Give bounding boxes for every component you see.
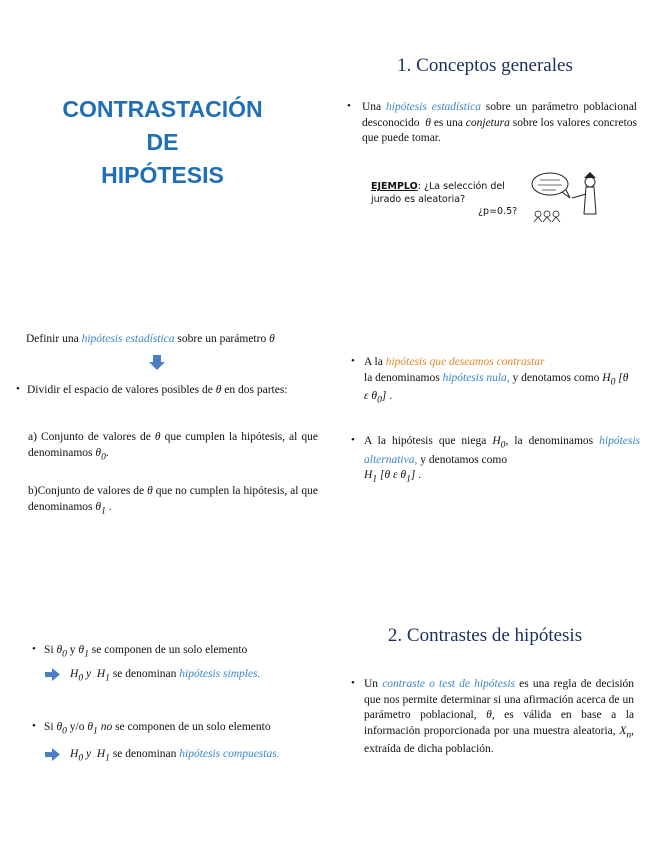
- simple-condition: Si $\theta_0$ y $\theta_1$ se componen de un solo elemento: [44, 644, 248, 660]
- text: , es válida en base a la información proporcionada por una muestra aleatoria,: [364, 709, 635, 737]
- null-hypothesis: A la hipótesis que deseamos contrastar la denominamos hipótesis nula, y denotamos como $H_0$ [θ ε $\theta_0$] .: [364, 356, 629, 406]
- theta: θ: [56, 644, 63, 656]
- text: A la: [364, 356, 383, 368]
- theta: θ: [622, 371, 629, 384]
- theta-symbol: θ: [486, 709, 492, 721]
- theta: θ: [56, 721, 63, 733]
- term-contraste: contraste o test de hipótesis: [382, 678, 515, 690]
- composite-condition: Si $\theta_0$ y/o $\theta_1$ no se componen de un solo elemento: [44, 721, 271, 737]
- bullet: •: [351, 355, 355, 367]
- bullet: •: [32, 643, 36, 655]
- term-conjetura: conjetura: [465, 116, 510, 129]
- theta-1-symbol: $\theta_1$: [78, 644, 89, 660]
- bullet: •: [347, 100, 351, 112]
- text: la denominamos: [364, 371, 440, 384]
- term-hipotesis-nula: hipótesis nula,: [442, 371, 510, 384]
- theta: θ: [95, 500, 102, 513]
- text: que no cumplen la hipótesis, al que denominamos: [28, 485, 319, 513]
- theta-symbol: θ: [269, 333, 275, 345]
- text: sobre un parámetro: [177, 333, 267, 345]
- term-hipotesis: hipótesis estadística: [81, 333, 175, 345]
- bullet: •: [351, 434, 355, 446]
- theta-symbol: θ: [215, 384, 222, 396]
- text: es una regla de decisión que nos permite determinar si una afirmación acerca de un parámetro poblacional,: [364, 678, 635, 721]
- right-arrow-icon: [45, 668, 61, 681]
- h0-notation: $H_0$ [θ ε $\theta_0$]: [364, 371, 629, 406]
- hypothesis-definition: [362, 100, 637, 147]
- h0-symbol: $H_0$: [492, 435, 506, 451]
- text: , la denominamos: [505, 435, 594, 447]
- text: Definir una: [26, 333, 79, 345]
- title-line-3: HIPÓTESIS: [101, 162, 224, 188]
- text: sobre un parámetro poblacional desconocido: [362, 101, 637, 129]
- h1-notation: $H_1$ [θ ε $\theta_1$]: [364, 469, 416, 485]
- section-title-1: 1. Conceptos generales: [397, 55, 573, 76]
- example-p: ¿p=0.5?: [478, 206, 518, 217]
- term-hipotesis-compuestas: hipótesis compuestas.: [179, 748, 280, 760]
- text: es una: [433, 116, 463, 129]
- theta-symbol: θ: [147, 485, 153, 497]
- theta: θ: [78, 644, 85, 656]
- example-label: EJEMPLO: [371, 181, 418, 192]
- theta: θ: [371, 390, 378, 403]
- text: que cumplen la hipótesis, al que denominamos: [28, 431, 318, 459]
- title-line-2: DE: [146, 129, 179, 155]
- term-hipotesis: hipótesis estadística: [386, 101, 481, 113]
- term-hipotesis-alternativa: hipótesis alternativa,: [364, 435, 641, 466]
- text: se denominan: [112, 668, 177, 680]
- jury-cartoon-illustration: [526, 170, 606, 226]
- section-title-2: 2. Contrastes de hipótesis: [387, 625, 583, 646]
- bullet: •: [32, 720, 36, 732]
- text: a) Conjunto de valores de: [28, 431, 151, 443]
- text: y denotamos como: [512, 371, 600, 384]
- define-hypothesis: [26, 332, 326, 348]
- text: se componen de un solo elemento: [115, 721, 271, 733]
- text: se denominan: [112, 748, 177, 760]
- text: Una: [362, 101, 382, 113]
- theta-symbol: θ: [425, 116, 431, 129]
- theta-1-symbol: $\theta_1$: [87, 721, 98, 737]
- text: , extraída de dicha población.: [364, 724, 635, 756]
- term-hipotesis-simples: hipótesis simples.: [179, 668, 261, 680]
- slide1-title: [50, 93, 275, 192]
- alternative-hypothesis: A la hipótesis que niega $H_0$, la denominamos hipótesis alternativa, y denotamos como $H_1$ [θ ε $\theta_1$] .: [364, 435, 641, 485]
- bullet: •: [351, 677, 355, 689]
- title-line-1: CONTRASTACIÓN: [62, 96, 263, 122]
- part-a: a) Conjunto de valores de θ que cumplen la hipótesis, al que denominamos $\theta_0$.: [28, 431, 318, 462]
- theta: θ: [400, 469, 407, 482]
- text-no: no: [100, 721, 113, 733]
- theta: θ: [384, 469, 391, 482]
- text: A la hipótesis que niega: [364, 435, 487, 447]
- simple-result: [70, 667, 330, 686]
- example-text: [371, 180, 521, 206]
- test-definition: [364, 677, 634, 758]
- text: Un: [364, 678, 379, 690]
- text: se componen de un solo elemento: [91, 644, 248, 656]
- theta-symbol: θ: [154, 431, 161, 443]
- text: Dividir el espacio de valores posibles de: [27, 384, 213, 396]
- part-b: b)Conjunto de valores de θ que no cumplen la hipótesis, al que denominamos $\theta_1$ .: [28, 485, 319, 516]
- term-contrastar: hipótesis que deseamos contrastar: [385, 356, 545, 368]
- h0-h1: $H_0$ y $H_1$: [70, 748, 110, 764]
- example-question: : ¿La selección del jurado es aleatoria?: [371, 181, 505, 205]
- theta: θ: [87, 721, 94, 733]
- divide-space: [27, 383, 317, 399]
- right-arrow-icon: [45, 748, 61, 761]
- h0-h1: $H_0$ y $H_1$: [70, 668, 110, 684]
- theta: θ: [95, 446, 102, 459]
- text: sobre los valores concretos que puede tomar.: [362, 116, 638, 144]
- down-arrow-icon: [149, 355, 165, 371]
- text: en dos partes:: [224, 384, 288, 396]
- xn-symbol: $X_n$: [619, 724, 632, 740]
- theta-0-symbol: $\theta_0$: [56, 644, 67, 660]
- theta-0-symbol: $\theta_0$: [95, 446, 106, 462]
- text: b)Conjunto de valores de: [28, 485, 145, 497]
- theta-1-symbol: $\theta_1$: [95, 500, 106, 516]
- composite-result: [70, 747, 340, 766]
- bullet: •: [16, 383, 20, 395]
- text: y denotamos como: [420, 453, 508, 466]
- theta-0-symbol: $\theta_0$: [56, 721, 67, 737]
